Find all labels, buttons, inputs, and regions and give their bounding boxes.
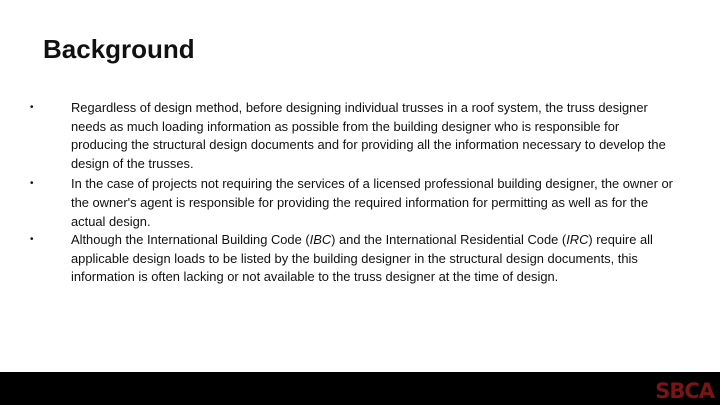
irc-abbreviation: IRC [566, 232, 589, 248]
slide-title: Background [43, 34, 195, 64]
bullet-text-segment: Although the International Building Code ( [71, 232, 310, 248]
bullet-item [27, 175, 675, 231]
footer-bar [0, 372, 720, 405]
bullet-item [27, 99, 675, 173]
bullet-text-segment: ) require all applicable design loads to be listed by the building designer in the structural design documents, this information is often lacking or not available to the truss designer at the time of design. [71, 232, 653, 285]
bullet-item [27, 231, 675, 287]
ibc-abbreviation: IBC [309, 232, 332, 248]
bullet-dot-icon: • [30, 178, 34, 190]
sbca-logo: SBCA [655, 379, 714, 403]
bullet-list [27, 99, 675, 287]
bullet-text: In the case of projects not requiring the services of a licensed professional building designer, the owner or the owner's agent is responsible for providing the required information for permitting as well as for the actual design. [71, 176, 673, 229]
bullet-dot-icon: • [30, 234, 34, 246]
bullet-text [71, 232, 653, 284]
bullet-dot-icon: • [30, 102, 34, 113]
bullet-text-segment: ) and the International Residential Code ( [331, 232, 567, 248]
bullet-text: Regardless of design method, before designing individual trusses in a roof system, the truss designer needs as much loading information as possible from the building designer who is responsible for producing the structural design documents and for providing all the information necessary to develop the design of the trusses. [71, 100, 666, 171]
